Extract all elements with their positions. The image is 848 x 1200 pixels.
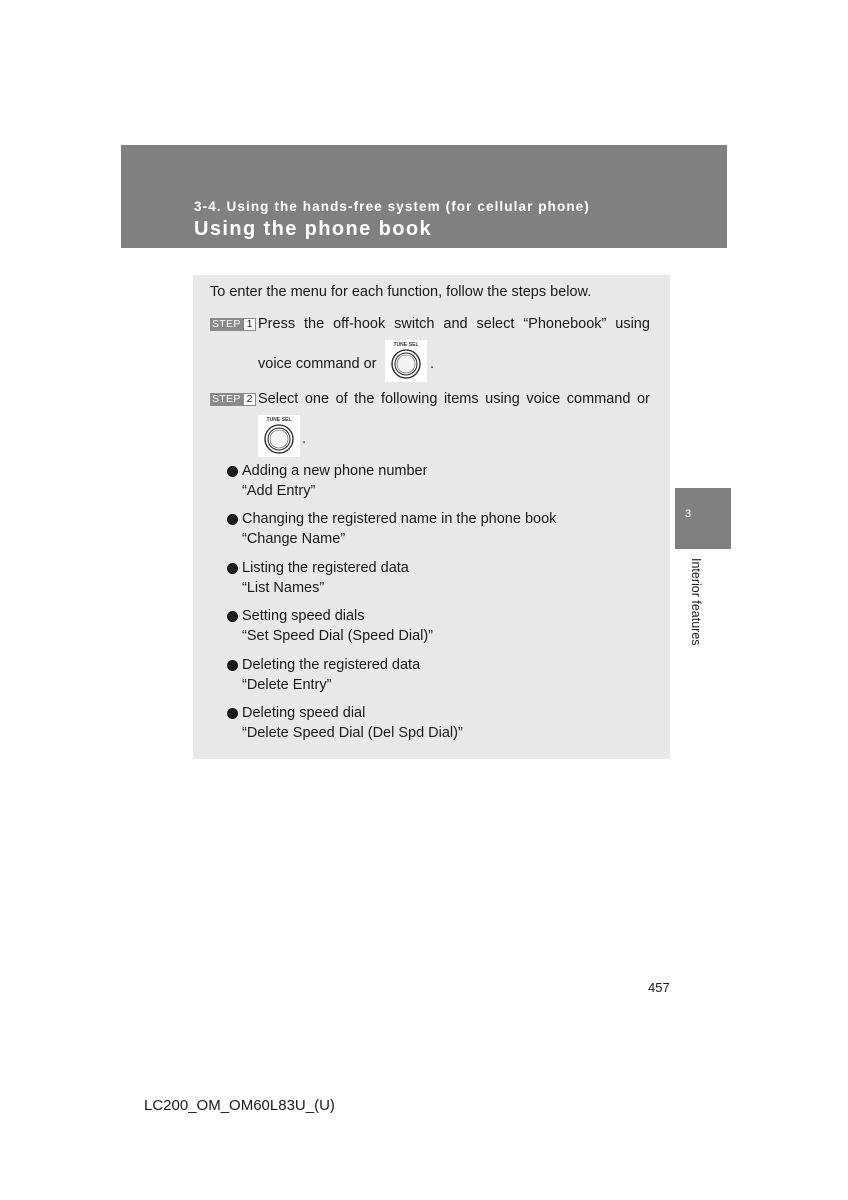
instruction-word: the — [354, 391, 375, 407]
instruction-word: using — [615, 316, 650, 332]
step-1-continuation: voice command or — [258, 356, 377, 372]
instruction-word: command — [566, 391, 631, 407]
item-command: “Delete Speed Dial (Del Spd Dial)” — [242, 725, 463, 741]
item-label: Listing the registered data — [242, 560, 409, 576]
dial-label: TUNE·SEL — [266, 417, 292, 423]
step-2-badge — [210, 393, 256, 406]
dial-label: TUNE·SEL — [393, 342, 419, 348]
chapter-header — [121, 145, 727, 248]
item-command: “List Names” — [242, 580, 325, 596]
item-command: “Add Entry” — [242, 483, 316, 499]
item-label: Deleting speed dial — [242, 705, 366, 721]
step-2-number: 2 — [243, 393, 257, 406]
bullet-icon — [227, 563, 238, 574]
bullet-icon — [227, 466, 238, 477]
instruction-word: or — [636, 391, 650, 407]
instruction-word: following — [380, 391, 438, 407]
instruction-word: using — [485, 391, 520, 407]
instruction-word: “Phonebook” — [523, 316, 607, 332]
instruction-word: off-hook — [333, 316, 386, 332]
step-2-instruction — [258, 391, 650, 408]
instruction-word: the — [304, 316, 325, 332]
chapter-tab — [675, 488, 731, 549]
item-label: Setting speed dials — [242, 608, 365, 624]
instruction-word: select — [476, 316, 515, 332]
instruction-word: one — [304, 391, 330, 407]
page-number: 457 — [648, 980, 670, 995]
item-command: “Change Name” — [242, 531, 346, 547]
document-code: LC200_OM_OM60L83U_(U) — [144, 1097, 335, 1114]
intro-text: To enter the menu for each function, follow the steps below. — [210, 284, 592, 300]
step-1-badge — [210, 318, 256, 331]
bullet-icon — [227, 514, 238, 525]
step-1-number: 1 — [243, 318, 257, 331]
step-2-period: . — [302, 431, 307, 447]
instruction-word: of — [335, 391, 348, 407]
item-command: “Delete Entry” — [242, 677, 332, 693]
instruction-word: items — [443, 391, 479, 407]
instruction-word: Select — [258, 391, 299, 407]
step-1-instruction — [258, 316, 650, 333]
page-title: Using the phone book — [194, 218, 432, 240]
tune-sel-dial-icon — [258, 415, 300, 457]
section-label: 3-4. Using the hands-free system (for cellular phone) — [194, 199, 590, 214]
instruction-word: voice — [526, 391, 561, 407]
step-2-word: STEP — [212, 393, 241, 405]
item-command: “Set Speed Dial (Speed Dial)” — [242, 628, 434, 644]
bullet-icon — [227, 708, 238, 719]
bullet-icon — [227, 660, 238, 671]
chapter-number: 3 — [685, 508, 692, 520]
instruction-word: and — [443, 316, 468, 332]
chapter-label: Interior features — [689, 558, 703, 646]
item-label: Changing the registered name in the phone book — [242, 511, 557, 527]
item-label: Deleting the registered data — [242, 657, 421, 673]
bullet-icon — [227, 611, 238, 622]
instruction-word: Press — [258, 316, 296, 332]
instruction-word: switch — [394, 316, 435, 332]
tune-sel-dial-icon — [385, 340, 427, 382]
item-label: Adding a new phone number — [242, 463, 428, 479]
step-1-period: . — [430, 356, 435, 372]
step-1-word: STEP — [212, 318, 241, 330]
